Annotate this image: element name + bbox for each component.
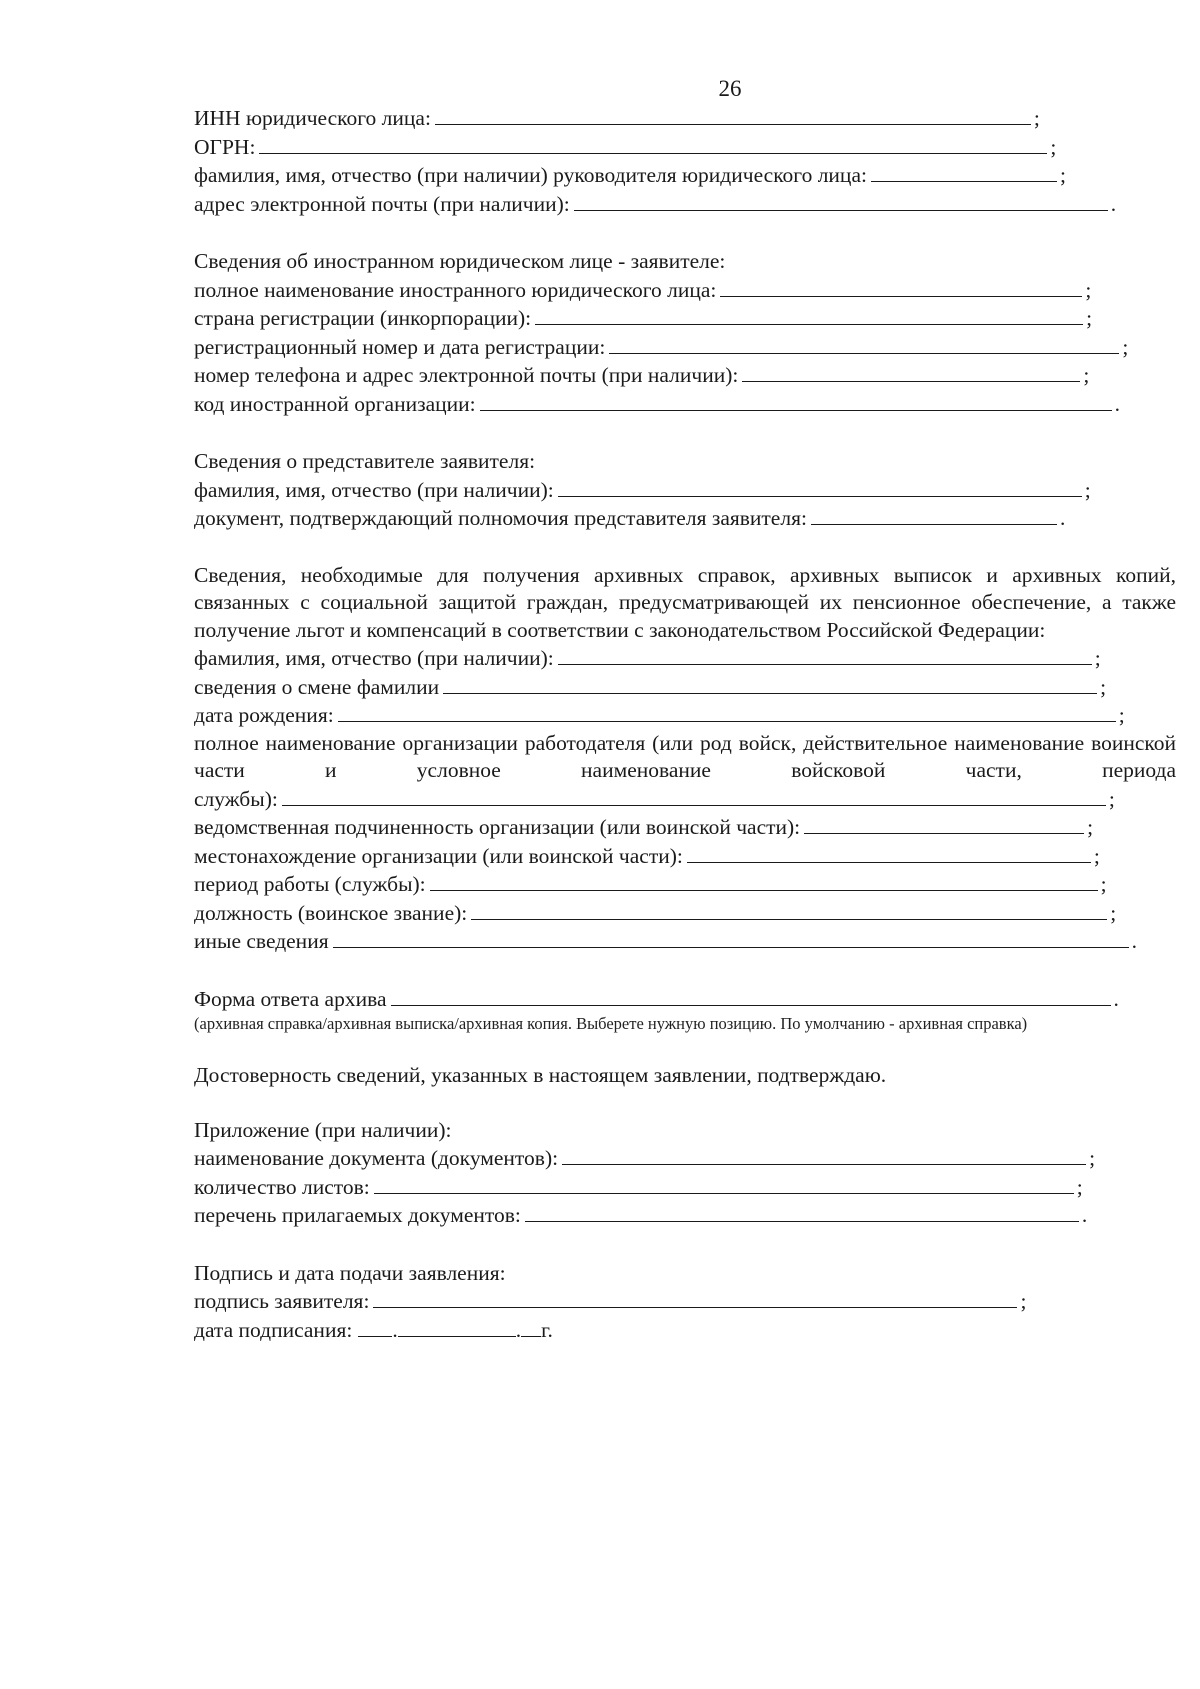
field-other-info[interactable]: иные сведения . bbox=[194, 927, 1176, 956]
field-label: регистрационный номер и дата регистрации: bbox=[194, 334, 606, 359]
attachments-heading: Приложение (при наличии): bbox=[194, 1117, 452, 1142]
field-label: перечень прилагаемых документов: bbox=[194, 1203, 521, 1227]
blank-line[interactable] bbox=[282, 785, 1106, 806]
blank-line[interactable] bbox=[562, 1144, 1086, 1165]
field-label: ОГРН: bbox=[194, 134, 256, 159]
confirmation-text: Достоверность сведений, указанных в настоящем заявлении, подтверждаю. bbox=[194, 1063, 887, 1087]
field-label: дата рождения: bbox=[194, 703, 334, 727]
blank-line[interactable] bbox=[471, 899, 1107, 920]
field-service[interactable]: службы): ; bbox=[194, 785, 1176, 814]
blank-line[interactable] bbox=[720, 276, 1082, 297]
field-label: дата подписания: bbox=[194, 1317, 353, 1342]
blank-line[interactable] bbox=[535, 304, 1083, 325]
field-label: количество листов: bbox=[194, 1174, 370, 1199]
blank-line[interactable] bbox=[435, 104, 1031, 125]
field-inn[interactable]: ИНН юридического лица: ; bbox=[194, 104, 1176, 133]
field-foreign-org-code[interactable]: код иностранной организации: . bbox=[194, 390, 1176, 419]
blank-line[interactable] bbox=[373, 1287, 1017, 1308]
field-position[interactable]: должность (воинское звание): ; bbox=[194, 899, 1176, 928]
field-surname-change[interactable]: сведения о смене фамилии ; bbox=[194, 673, 1176, 702]
field-label: страна регистрации (инкорпорации): bbox=[194, 306, 532, 330]
field-registration-number[interactable]: регистрационный номер и дата регистрации: ; bbox=[194, 333, 1176, 362]
blank-line[interactable] bbox=[480, 390, 1112, 411]
field-label: ИНН юридического лица: bbox=[194, 106, 431, 130]
field-label: сведения о смене фамилии bbox=[194, 674, 440, 699]
field-label: Форма ответа архива bbox=[194, 986, 387, 1011]
blank-line[interactable] bbox=[338, 701, 1116, 722]
blank-line[interactable] bbox=[525, 1201, 1079, 1222]
field-ogrn[interactable]: ОГРН: ; bbox=[194, 133, 1176, 162]
field-applicant-signature[interactable]: подпись заявителя: ; bbox=[194, 1287, 1176, 1316]
blank-line[interactable] bbox=[558, 476, 1082, 497]
field-work-period[interactable]: период работы (службы): ; bbox=[194, 870, 1176, 899]
blank-line[interactable] bbox=[742, 361, 1080, 382]
field-representative-authority[interactable]: документ, подтверждающий полномочия представителя заявителя: . bbox=[194, 504, 1176, 533]
field-departmental-subordination[interactable]: ведомственная подчиненность организации (или воинской части): ; bbox=[194, 813, 1176, 842]
field-head-name[interactable]: фамилия, имя, отчество (при наличии) руководителя юридического лица: ; bbox=[194, 161, 1176, 190]
field-foreign-full-name[interactable]: полное наименование иностранного юридического лица: ; bbox=[194, 276, 1176, 305]
blank-line[interactable] bbox=[443, 673, 1097, 694]
blank-line[interactable] bbox=[391, 985, 1111, 1006]
field-label: фамилия, имя, отчество (при наличии): bbox=[194, 477, 554, 502]
blank-line[interactable] bbox=[804, 813, 1084, 834]
field-label: номер телефона и адрес электронной почты (при наличии): bbox=[194, 363, 739, 387]
field-label: фамилия, имя, отчество (при наличии): bbox=[194, 646, 554, 670]
field-label: период работы (службы): bbox=[194, 872, 426, 896]
field-label: службы): bbox=[194, 786, 278, 811]
field-birth-date[interactable]: дата рождения: ; bbox=[194, 701, 1176, 730]
field-label: адрес электронной почты (при наличии): bbox=[194, 191, 570, 216]
field-label: фамилия, имя, отчество (при наличии) руководителя юридического лица: bbox=[194, 163, 867, 187]
archive-info-paragraph: Сведения, необходимые для получения архивных справок, архивных выписок и архивных копий, связанных с социальной защитой граждан, предусматривающей их пенсионное обеспечение, а также получение льгот и компенсаций в соответствии с законодательством Российской Федерации: bbox=[194, 562, 1176, 642]
response-form-note: (архивная справка/архивная выписка/архивная копия. Выберете нужную позицию. По умолчанию - архивная справка) bbox=[194, 1014, 1028, 1033]
field-email[interactable]: адрес электронной почты (при наличии): . bbox=[194, 190, 1176, 219]
representative-heading: Сведения о представителе заявителя: bbox=[194, 449, 536, 473]
field-label: местонахождение организации (или воинской части): bbox=[194, 843, 683, 868]
field-label: наименование документа (документов): bbox=[194, 1146, 559, 1170]
blank-line[interactable] bbox=[374, 1173, 1074, 1194]
signature-heading: Подпись и дата подачи заявления: bbox=[194, 1260, 506, 1285]
page-number: 26 bbox=[718, 76, 742, 101]
field-phone-email[interactable]: номер телефона и адрес электронной почты (при наличии): ; bbox=[194, 361, 1176, 390]
field-representative-name[interactable]: фамилия, имя, отчество (при наличии): ; bbox=[194, 476, 1176, 505]
day-blank[interactable] bbox=[358, 1316, 392, 1337]
blank-line[interactable] bbox=[333, 927, 1129, 948]
blank-line[interactable] bbox=[609, 333, 1119, 354]
field-document-name[interactable]: наименование документа (документов): ; bbox=[194, 1144, 1176, 1173]
blank-line[interactable] bbox=[574, 190, 1108, 211]
field-label: полное наименование иностранного юридического лица: bbox=[194, 277, 717, 302]
field-label: ведомственная подчиненность организации (или воинской части): bbox=[194, 815, 801, 839]
field-label: иные сведения bbox=[194, 929, 329, 953]
field-full-name[interactable]: фамилия, имя, отчество (при наличии): ; bbox=[194, 644, 1176, 673]
month-blank[interactable] bbox=[398, 1316, 516, 1337]
blank-line[interactable] bbox=[811, 504, 1057, 525]
field-signing-date[interactable]: дата подписания: . . г. bbox=[194, 1316, 1176, 1345]
field-response-form[interactable]: Форма ответа архива . bbox=[194, 985, 1176, 1014]
field-label: подпись заявителя: bbox=[194, 1289, 370, 1313]
field-label: код иностранной организации: bbox=[194, 391, 476, 416]
year-blank[interactable] bbox=[521, 1316, 541, 1337]
document-page bbox=[194, 74, 1176, 1344]
employer-paragraph: полное наименование организации работодателя (или род войск, действительное наименование воинской части и условное наименование войсковой части, периода bbox=[194, 730, 1176, 782]
blank-line[interactable] bbox=[259, 133, 1047, 154]
field-registration-country[interactable]: страна регистрации (инкорпорации): ; bbox=[194, 304, 1176, 333]
foreign-entity-heading: Сведения об иностранном юридическом лице - заявителе: bbox=[194, 249, 726, 273]
field-attached-list[interactable]: перечень прилагаемых документов: . bbox=[194, 1201, 1176, 1230]
blank-line[interactable] bbox=[558, 644, 1092, 665]
blank-line[interactable] bbox=[871, 161, 1057, 182]
field-page-count[interactable]: количество листов: ; bbox=[194, 1173, 1176, 1202]
field-org-location[interactable]: местонахождение организации (или воинской части): ; bbox=[194, 842, 1176, 871]
blank-line[interactable] bbox=[687, 842, 1091, 863]
field-label: документ, подтверждающий полномочия представителя заявителя: bbox=[194, 506, 807, 530]
blank-line[interactable] bbox=[430, 870, 1098, 891]
field-label: должность (воинское звание): bbox=[194, 900, 468, 925]
